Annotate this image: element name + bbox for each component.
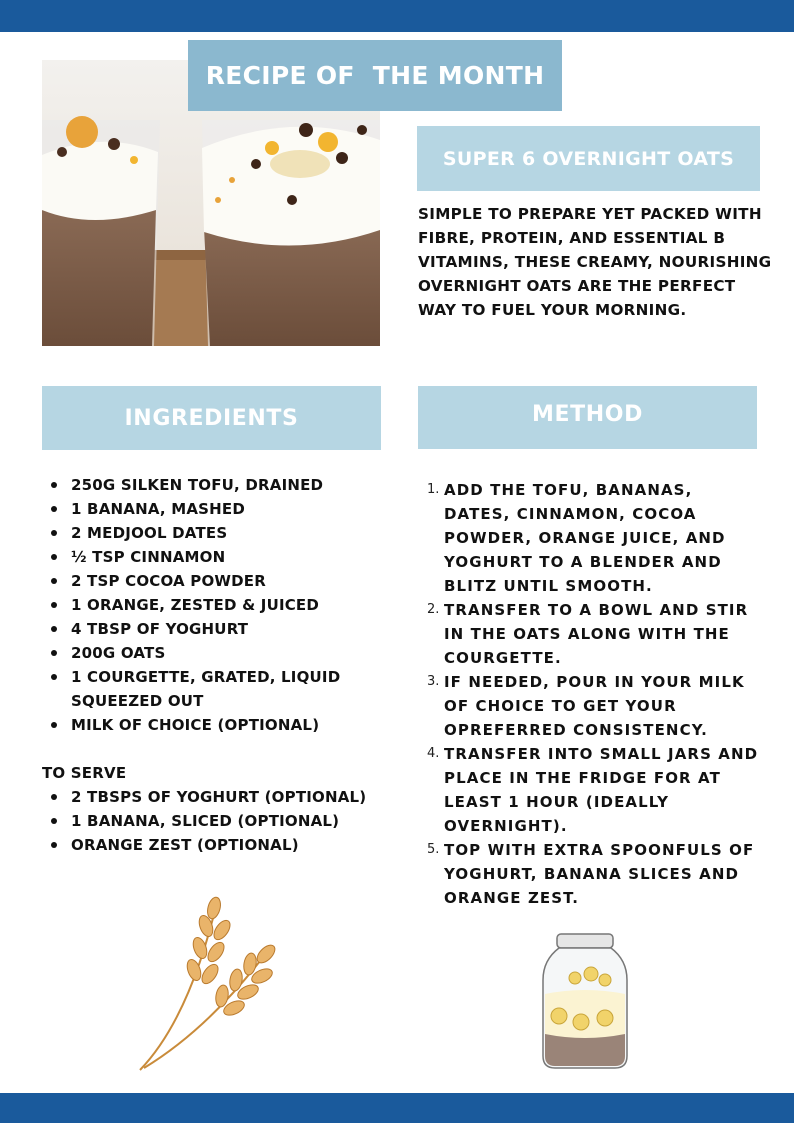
- ingredient-item: 1 BANANA, MASHED: [71, 497, 431, 521]
- method-step: [427, 838, 764, 910]
- step-text: TRANSFER TO A BOWL AND STIR IN THE OATS ALONG WITH THE COURGETTE.: [444, 601, 749, 667]
- ingredients-list: [42, 473, 431, 737]
- step-text: TRANSFER INTO SMALL JARS AND PLACE IN THE FRIDGE FOR AT LEAST 1 HOUR (IDEALLY OVERNIGHT).: [444, 745, 759, 835]
- step-text: IF NEEDED, POUR IN YOUR MILK OF CHOICE TO GET YOUR OPREFERRED CONSISTENCY.: [444, 673, 745, 739]
- method-step: [427, 742, 764, 838]
- recipe-title: SUPER 6 OVERNIGHT OATS: [417, 126, 760, 191]
- serve-item: 1 BANANA, SLICED (OPTIONAL): [71, 809, 431, 833]
- method-step: [427, 670, 764, 742]
- ingredient-item: 2 TSP COCOA POWDER: [71, 569, 431, 593]
- step-text: TOP WITH EXTRA SPOONFULS OF YOGHURT, BANANA SLICES AND ORANGE ZEST.: [444, 841, 755, 907]
- step-text: ADD THE TOFU, BANANAS, DATES, CINNAMON, COCOA POWDER, ORANGE JUICE, AND YOGHURT TO A BLENDER AND BLITZ UNTIL SMOOTH.: [444, 481, 726, 595]
- ingredient-item: 2 MEDJOOL DATES: [71, 521, 431, 545]
- serve-item: 2 TBSPS OF YOGHURT (OPTIONAL): [71, 785, 431, 809]
- step-number: 5.: [427, 842, 440, 857]
- step-number: 1.: [427, 482, 440, 497]
- ingredients-heading: INGREDIENTS: [42, 386, 381, 450]
- top-band: [0, 0, 794, 32]
- method-heading: METHOD: [418, 386, 757, 449]
- ingredient-item: 1 ORANGE, ZESTED & JUICED: [71, 593, 431, 617]
- step-number: 4.: [427, 746, 440, 761]
- step-number: 2.: [427, 602, 440, 617]
- ingredient-item: MILK OF CHOICE (OPTIONAL): [71, 713, 431, 737]
- ingredient-item: 4 TBSP OF YOGHURT: [71, 617, 431, 641]
- ingredient-item: ½ TSP CINNAMON: [71, 545, 431, 569]
- wheat-icon: [130, 878, 290, 1073]
- ingredient-item: 250G SILKEN TOFU, DRAINED: [71, 473, 431, 497]
- serve-list: [42, 785, 431, 857]
- method-step: [427, 598, 764, 670]
- method-step: [427, 478, 764, 598]
- ingredient-item: 1 COURGETTE, GRATED, LIQUID SQUEEZED OUT: [71, 665, 431, 713]
- method-steps: [427, 478, 764, 910]
- bottom-band: [0, 1093, 794, 1123]
- recipe-intro: SIMPLE TO PREPARE YET PACKED WITH FIBRE, PROTEIN, AND ESSENTIAL B VITAMINS, THESE CREAMY, NOURISHING OVERNIGHT OATS ARE THE PERFECT WAY TO FUEL YOUR MORNING.: [418, 205, 772, 319]
- step-number: 3.: [427, 674, 440, 689]
- ingredient-item: 200G OATS: [71, 641, 431, 665]
- serve-item: ORANGE ZEST (OPTIONAL): [71, 833, 431, 857]
- to-serve-label: TO SERVE: [42, 764, 127, 782]
- oats-jar-icon: [535, 930, 635, 1072]
- recipe-of-the-month-banner: RECIPE OF THE MONTH: [188, 40, 562, 111]
